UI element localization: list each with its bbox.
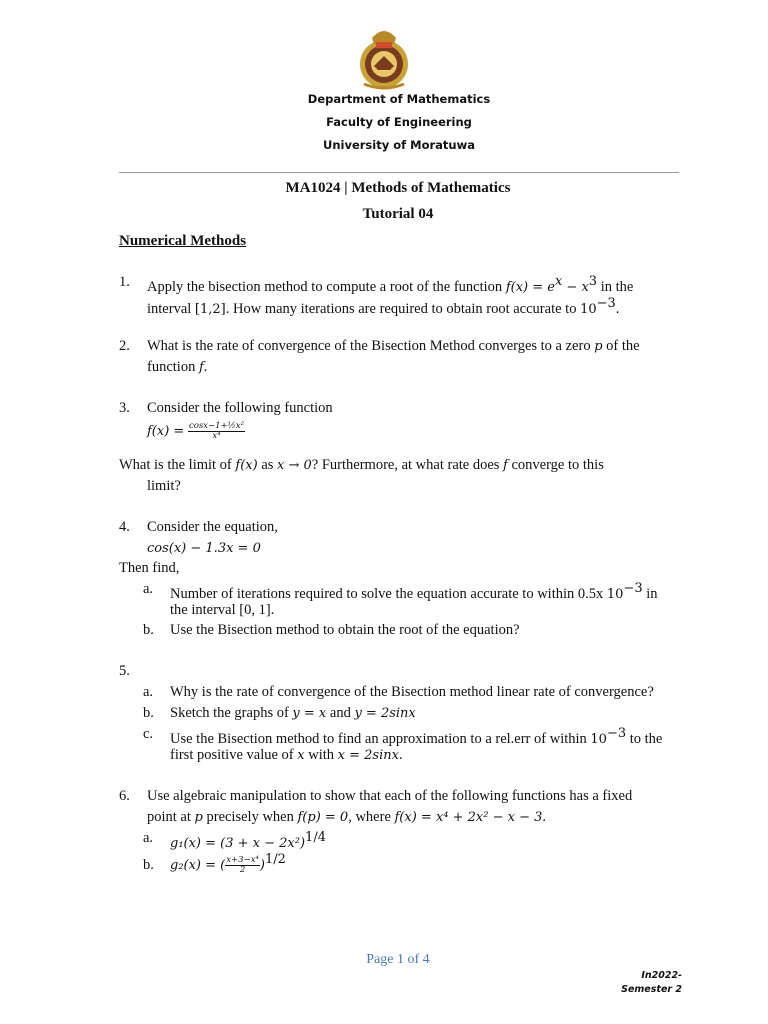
question-3-line-3: What is the limit of f(x) as x → 0? Furthermore, at what rate does f converge to this	[119, 457, 604, 473]
question-1-line-1: Apply the bisection method to compute a root of the function $f(x) = e^x - x^3$ in the	[147, 274, 634, 295]
section-heading: Numerical Methods	[119, 233, 247, 249]
tutorial-title: Tutorial 04	[362, 206, 434, 222]
question-5c-line-1: Use the Bisection method to find an approximation to a rel.err of within $10^{-3}$ to the	[170, 726, 663, 747]
question-5a-label: a.	[143, 684, 154, 700]
question-5c-line-2: first positive value of x with x = 2sinx.	[170, 747, 403, 763]
question-5c-label: c.	[143, 726, 154, 742]
department-name: Department of Mathematics	[307, 92, 491, 106]
question-6-line-1: Use algebraic manipulation to show that each of the following functions has a fixed	[147, 788, 633, 804]
question-2-number: 2.	[119, 338, 130, 354]
question-4a-line-2: the interval [0, 1].	[170, 602, 275, 618]
question-6b-formula: g₂(x) = ( $\frac{\text{x+3−x⁴}}{2}$ )$^{1/2}$	[170, 852, 286, 875]
question-2-line-1: What is the rate of convergence of the Bisection Method converges to a zero p of the	[147, 338, 640, 354]
question-6-line-2: point at p precisely when f(p) = 0, where f(x) = x⁴ + 2x² − x − 3.	[147, 809, 546, 825]
question-5a-line-1: Why is the rate of convergence of the Bisection method linear rate of convergence?	[170, 684, 654, 700]
question-4-equation: cos(x) − 1.3x = 0	[147, 541, 261, 556]
university-seal-logo	[354, 22, 414, 90]
question-4a-label: a.	[143, 581, 154, 597]
question-3-number: 3.	[119, 400, 130, 416]
question-3-line-4: limit?	[147, 478, 181, 494]
semester-label-line-1: In2022-	[641, 970, 682, 981]
question-6a-label: a.	[143, 830, 154, 846]
page-number: Page 1 of 4	[366, 952, 430, 967]
question-5b-label: b.	[143, 705, 154, 721]
semester-label-line-2: Semester 2	[621, 984, 682, 995]
question-5b-line-1: Sketch the graphs of y = x and y = 2sinx	[170, 705, 416, 721]
university-name: University of Moratuwa	[323, 138, 475, 152]
question-6a-formula: $g_1(x) = (3 + x - 2x^2)^{1/4}$	[170, 830, 326, 851]
question-3-formula: f(x) = $\frac{\text{cosx−1+½x²}}{\text{x⁴}}$	[147, 421, 245, 442]
question-6b-label: b.	[143, 857, 154, 873]
faculty-name: Faculty of Engineering	[326, 115, 472, 129]
question-1-number: 1.	[119, 274, 130, 290]
question-5-number: 5.	[119, 663, 130, 679]
question-4b-label: b.	[143, 622, 154, 638]
header-divider	[119, 172, 679, 173]
question-2-line-2: function f.	[147, 359, 208, 375]
question-1-line-2: interval [1,2]. How many iterations are required to obtain root accurate to $10^{-3}$.	[147, 296, 620, 317]
question-3-intro: Consider the following function	[147, 400, 333, 416]
question-4a-line-1: Number of iterations required to solve the equation accurate to within 0.5x $10^{-3}$ in	[170, 581, 658, 602]
question-4b-line-1: Use the Bisection method to obtain the root of the equation?	[170, 622, 520, 638]
question-4-number: 4.	[119, 519, 130, 535]
question-6-number: 6.	[119, 788, 130, 804]
question-4-then: Then find,	[119, 560, 180, 576]
question-4-intro: Consider the equation,	[147, 519, 278, 535]
course-title: MA1024 | Methods of Mathematics	[285, 180, 511, 196]
